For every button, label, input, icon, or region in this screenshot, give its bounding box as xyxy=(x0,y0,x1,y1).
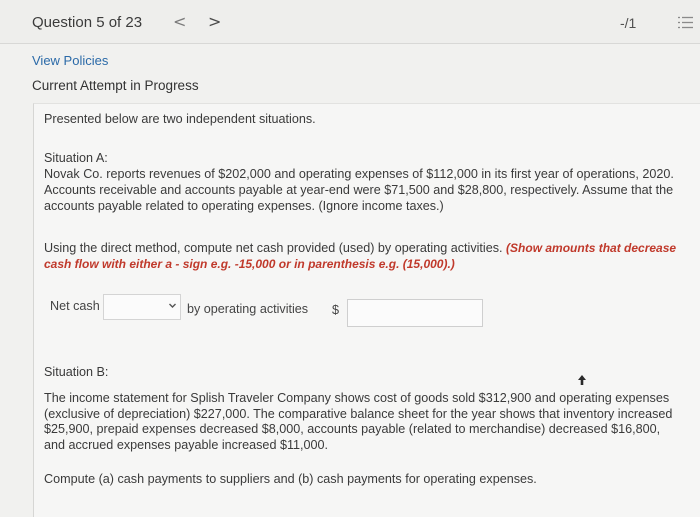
compute-instruction: Compute (a) cash payments to suppliers and (b) cash payments for operating expenses. xyxy=(44,472,537,486)
instruction xyxy=(44,240,689,272)
by-operating-activities-label: by operating activities xyxy=(187,302,309,316)
top-bar xyxy=(0,0,700,44)
situation-b-text: The income statement for Splish Traveler Company shows cost of goods sold $312,900 and operating expenses (exclusive of depreciation) $227,000. The comparative balance sheet for the year shows that inventory increased $25,900, prepaid expenses decreased $8,000, accounts payable (related to merchandise) decreased $16,800, and accrued expenses payable increased $11,000. xyxy=(44,391,673,452)
dollar-sign: $ xyxy=(332,303,340,317)
situation-b-heading: Situation B: xyxy=(44,365,109,379)
net-cash-amount-input[interactable] xyxy=(347,299,483,327)
situation-a-heading: Situation A: xyxy=(44,151,108,165)
chevron-down-icon[interactable] xyxy=(168,301,177,310)
score-display: -/1 xyxy=(620,15,637,31)
attempt-status: Current Attempt in Progress xyxy=(32,78,199,93)
view-policies-link[interactable]: View Policies xyxy=(32,53,109,68)
list-icon[interactable] xyxy=(678,16,693,34)
situation-a-text: Novak Co. reports revenues of $202,000 and operating expenses of $112,000 in its first year of operations, 2020. Accounts receivable and accounts payable at year-end were $71,500 and $28,800, respectively. Assume that the accounts payable related to operating expenses. (Ignore income taxes.) xyxy=(44,167,674,213)
intro-text: Presented below are two independent situations. xyxy=(44,112,316,126)
attempt-links xyxy=(32,53,199,93)
mouse-cursor-icon xyxy=(576,374,588,388)
net-cash-label: Net cash xyxy=(50,299,100,313)
instruction-note: (Show amounts that decrease cash flow with either a - sign e.g. -15,000 or in parenthesis e.g. (15,000).) xyxy=(44,241,677,271)
instruction-text: Using the direct method, compute net cash provided (used) by operating activities. xyxy=(44,241,503,255)
previous-question-button[interactable]: < xyxy=(173,12,187,31)
question-counter: Question 5 of 23 xyxy=(32,14,143,31)
next-question-button[interactable]: > xyxy=(208,12,222,31)
